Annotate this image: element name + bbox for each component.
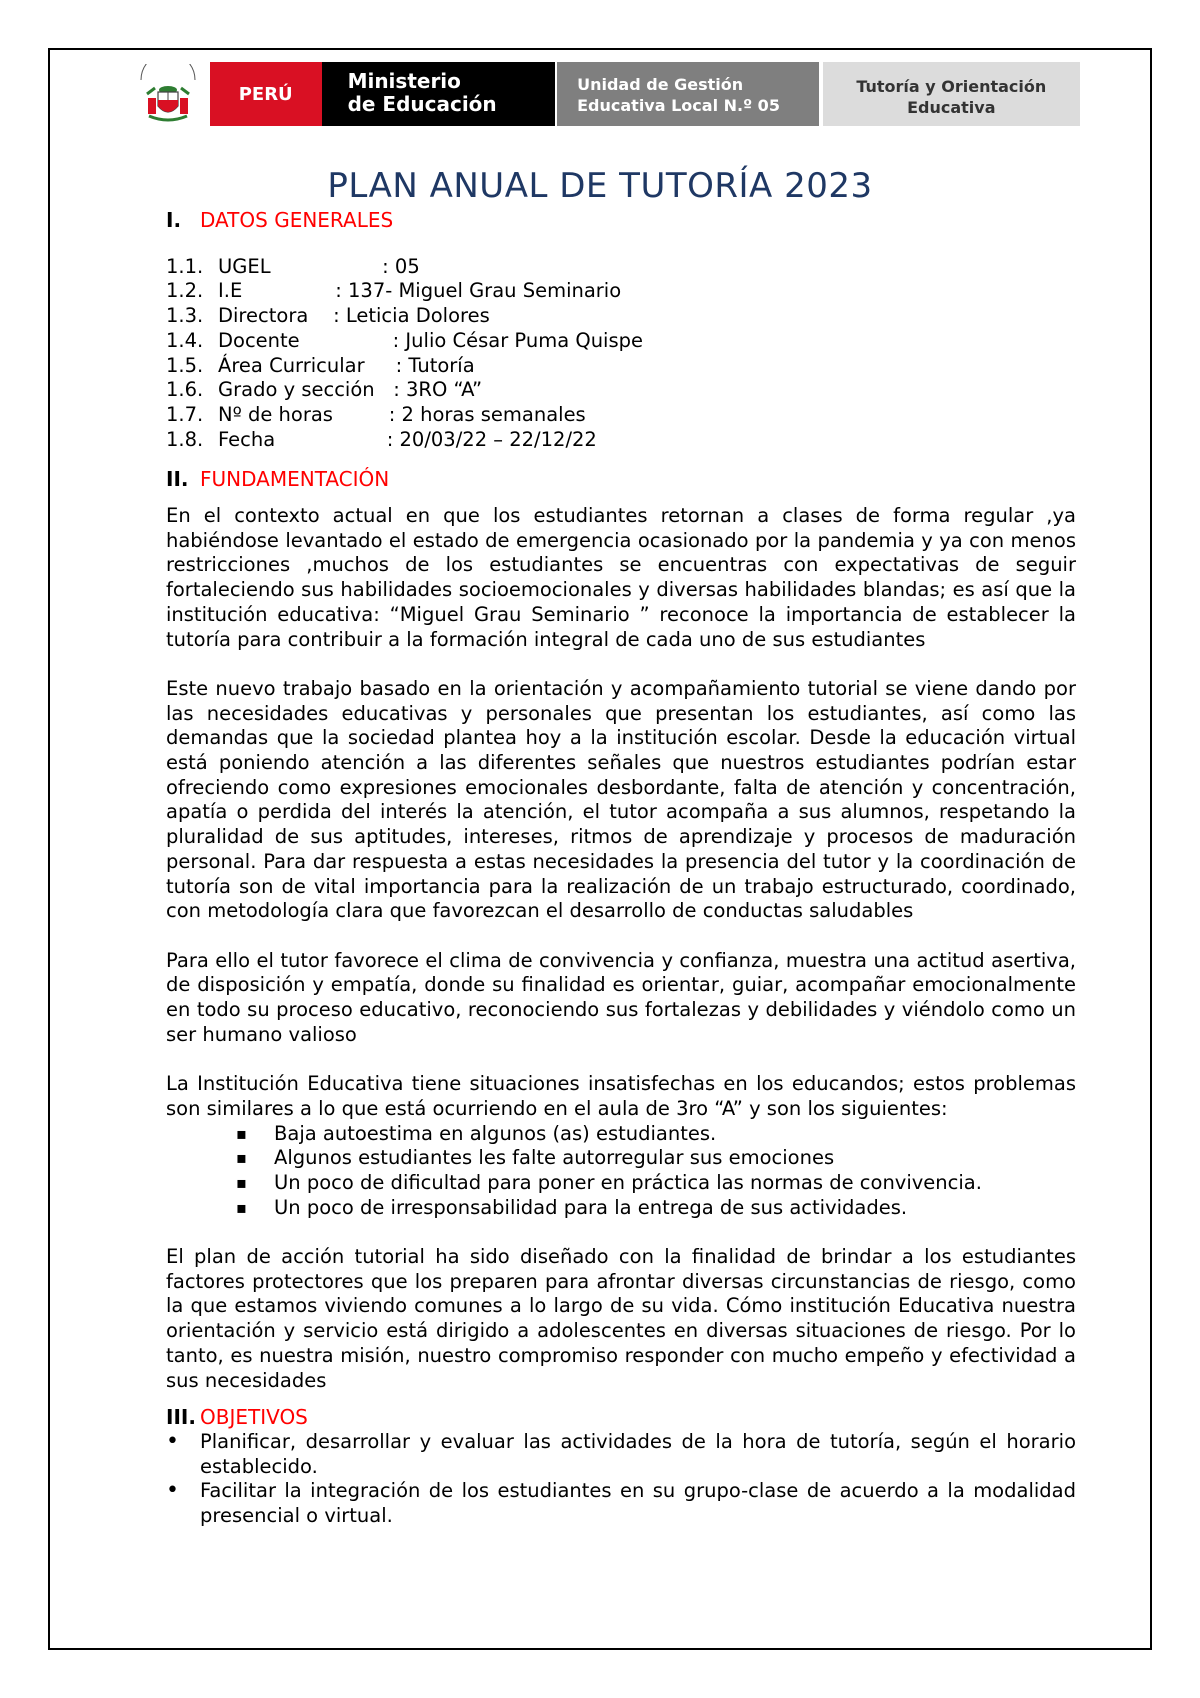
tutoria-line2: Educativa (907, 98, 996, 117)
list-item: • Facilitar la integración de los estudiantes en su grupo-clase de acuerdo a la modalidad presencial o virtual. (166, 1479, 1076, 1528)
coat-of-arms-logo (126, 62, 210, 126)
list-item: ▪ Algunos estudiantes les falte autorregular sus emociones (236, 1146, 1076, 1171)
datos-row: 1.2. I.E : 137- Miguel Grau Seminario (166, 279, 622, 303)
section-title: FUNDAMENTACIÓN (200, 467, 390, 492)
page-title: PLAN ANUAL DE TUTORÍA 2023 (327, 166, 873, 206)
ugel-line1: Unidad de Gestión (577, 75, 744, 94)
paragraph: Para ello el tutor favorece el clima de convivencia y confianza, muestra una actitud asertiva, de disposición y empatía, donde su finalidad es orientar, guiar, acompañar emocionalmente en todo su proceso educativo, reconociendo sus fortalezas y debilidades y viéndolo como un ser humano valioso (166, 948, 1076, 1046)
datos-generales-list (166, 255, 1076, 453)
shield-icon (133, 64, 203, 124)
paragraph: Este nuevo trabajo basado en la orientación y acompañamiento tutorial se viene dando por las necesidades educativas y personales que presentan los estudiantes, así como las demandas que la sociedad plantea hoy a la institución escolar. Desde la educación virtual está poniendo atención a las diferentes señales que nuestros estudiantes podrían estar ofreciendo como expresiones emocionales desbordante, falta de atención y concentración, apatía o perdida del interés la atención, el tutor acompaña a sus alumnos, respetando la pluralidad de sus aptitudes, intereses, ritmos de aprendizaje y procesos de maduración personal. Para dar respuesta a estas necesidades la presencia del tutor y la coordinación de tutoría son de vital importancia para la realización de un trabajo estructurado, coordinado, con metodología clara que favorezcan el desarrollo de conductas saludables (166, 676, 1076, 923)
section-datos-generales-heading (166, 208, 1076, 233)
section-fundamentacion-heading (166, 467, 1076, 492)
paragraph: El plan de acción tutorial ha sido diseñado con la finalidad de brindar a los estudiantes factores protectores que los preparen para afrontar diversas circunstancias de riesgo, como la que estamos viviendo comunes a lo largo de su vida. Cómo institución Educativa nuestra orientación y servicio está dirigido a adolescentes en diversas situaciones de riesgo. Por lo tanto, es nuestra misión, nuestro compromiso responder con mucho empeño y efectividad a sus necesidades (166, 1245, 1076, 1392)
document-body (166, 208, 1076, 1529)
peru-label: PERÚ (210, 62, 322, 126)
header-banner (126, 62, 1080, 126)
list-item: ▪ Un poco de irresponsabilidad para la entrega de sus actividades. (236, 1196, 1076, 1221)
ugel-line2: Educativa Local N.º 05 (577, 96, 780, 115)
datos-row: 1.3. Directora : Leticia Dolores (166, 304, 490, 328)
datos-row: 1.4. Docente : Julio César Puma Quispe (166, 328, 644, 352)
ugel-block (557, 62, 818, 126)
datos-row: 1.8. Fecha : 20/03/22 – 22/12/22 (166, 427, 597, 451)
tutoria-line1: Tutoría y Orientación (856, 77, 1047, 96)
datos-row: 1.6. Grado y sección : 3RO “A” (166, 378, 483, 402)
ministerio-block (322, 62, 556, 126)
section-objetivos-heading (166, 1405, 1076, 1430)
section-number: I. (166, 208, 182, 232)
problems-list (166, 1122, 1076, 1221)
objetivos-list (166, 1430, 1076, 1529)
datos-row: 1.5. Área Curricular : Tutoría (166, 353, 475, 377)
list-item: • Planificar, desarrollar y evaluar las actividades de la hora de tutoría, según el horario establecido. (166, 1430, 1076, 1479)
ministerio-line2: de Educación (347, 92, 497, 116)
paragraph: La Institución Educativa tiene situaciones insatisfechas en los educandos; estos problemas son similares a lo que está ocurriendo en el aula de 3ro “A” y son los siguientes: (166, 1072, 1076, 1120)
datos-row: 1.1. UGEL : 05 (166, 254, 420, 278)
section-title: OBJETIVOS (200, 1405, 308, 1430)
tutoria-block (823, 62, 1080, 126)
ministerio-line1: Ministerio (347, 69, 461, 93)
section-number: II. (166, 467, 189, 492)
section-number: III. (166, 1405, 196, 1430)
paragraph: En el contexto actual en que los estudiantes retornan a clases de forma regular ,ya habiéndose levantado el estado de emergencia ocasionado por la pandemia y ya con menos restricciones ,muchos de los estudiantes se encuentras con expectativas de seguir fortaleciendo sus habilidades socioemocionales y diversas habilidades blandas; es así que la institución educativa: “Miguel Grau Seminario ” reconoce la importancia de establecer la tutoría para contribuir a la formación integral de cada uno de sus estudiantes (166, 504, 1076, 651)
section-title: DATOS GENERALES (200, 208, 394, 232)
list-item: ▪ Baja autoestima en algunos (as) estudiantes. (236, 1122, 1076, 1147)
datos-row: 1.7. Nº de horas : 2 horas semanales (166, 402, 586, 426)
list-item: ▪ Un poco de dificultad para poner en práctica las normas de convivencia. (236, 1171, 1076, 1196)
